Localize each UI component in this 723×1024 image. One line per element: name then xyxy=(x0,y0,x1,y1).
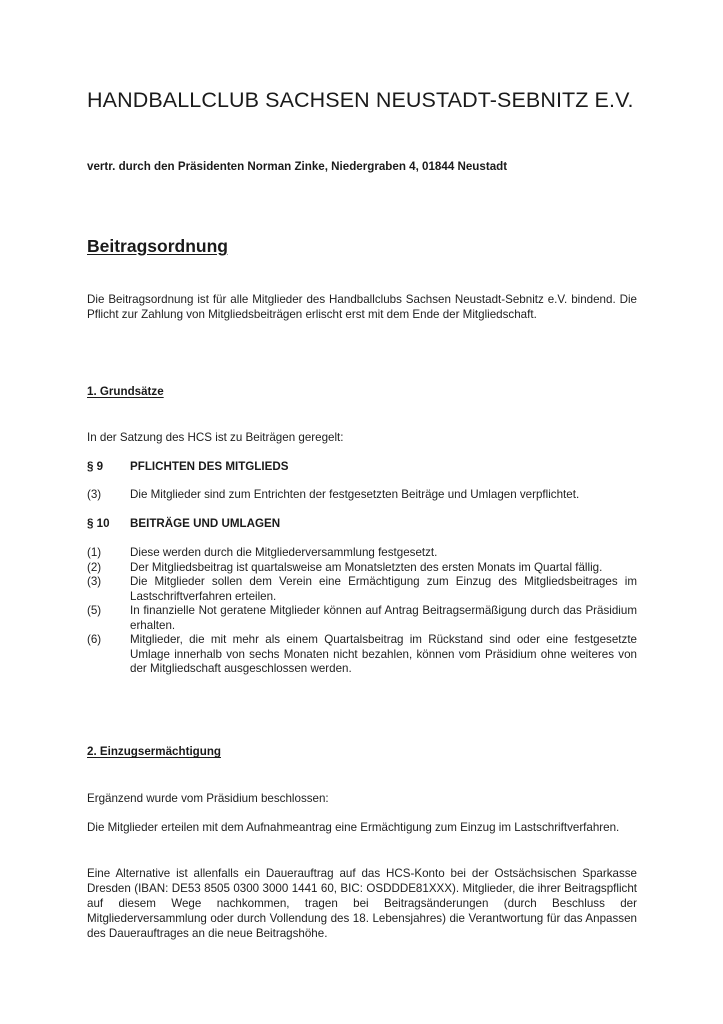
item-text: Diese werden durch die Mitgliederversammlung festgesetzt. xyxy=(130,546,438,559)
paragraph-10-title: BEITRÄGE UND UMLAGEN xyxy=(130,517,281,530)
item-number: (5) xyxy=(87,604,102,617)
paragraph-10-item xyxy=(87,561,637,576)
paragraph-9-item xyxy=(87,488,637,503)
paragraph-10-item xyxy=(87,633,637,677)
item-text: Der Mitgliedsbeitrag ist quartalsweise am Monatsletzten des ersten Monats im Quartal fällig. xyxy=(130,560,603,574)
intro-paragraph: Die Beitragsordnung ist für alle Mitglieder des Handballclubs Sachsen Neustadt-Sebnitz e.V. bindend. Die Pflicht zur Zahlung von Mitgliedsbeiträgen erlischt erst mit dem Ende der Mitgliedschaft. xyxy=(87,293,637,321)
organization-name: HANDBALLCLUB SACHSEN NEUSTADT-SEBNITZ E.V. xyxy=(87,88,634,112)
section-2-paragraph-2: Eine Alternative ist allenfalls ein Dauerauftrag auf das HCS-Konto bei der Ostsächsischen Sparkasse Dresden (IBAN: DE53 8505 0300 3000 1441 60, BIC: OSDDDE81XXX). Mitglieder, die ihrer Beitragspflicht auf diesem Wege nachkommen, tragen bei Beitragsänderungen (durch Beschluss der Mitgliederversammlung oder durch Vollendung des 18. Lebensjahres) die Verantwortung für das Anpassen des Dauerauftrages an die neue Beitragshöhe. xyxy=(87,867,637,940)
paragraph-10-list xyxy=(87,546,637,677)
item-number: (3) xyxy=(87,488,102,501)
item-number: (1) xyxy=(87,546,102,559)
paragraph-10-item xyxy=(87,546,637,561)
item-text: Die Mitglieder sollen dem Verein eine Ermächtigung zum Einzug des Mitgliedsbeitrages im Lastschriftverfahren erteilen. xyxy=(130,575,637,603)
section-1-heading: 1. Grundsätze xyxy=(87,385,164,398)
section-1-lead: In der Satzung des HCS ist zu Beiträgen geregelt: xyxy=(87,431,344,444)
document-title: Beitragsordnung xyxy=(87,236,228,256)
item-text: Mitglieder, die mit mehr als einem Quartalsbeitrag im Rückstand sind oder eine festgesetzte Umlage innerhalb von sechs Monaten nicht bezahlen, können vom Präsidium ohne weiteres von der Mitgliedschaft ausgeschlossen werden. xyxy=(130,633,637,675)
item-text: Die Mitglieder sind zum Entrichten der festgesetzten Beiträge und Umlagen verpflichtet. xyxy=(130,488,580,501)
item-text: In finanzielle Not geratene Mitglieder können auf Antrag Beitragsermäßigung durch das Präsidium erhalten. xyxy=(130,604,637,632)
item-number: (3) xyxy=(87,575,102,588)
item-number: (2) xyxy=(87,560,102,574)
paragraph-9-heading xyxy=(87,460,288,473)
paragraph-10-item xyxy=(87,604,637,633)
item-number: (6) xyxy=(87,633,102,646)
paragraph-9-number: § 9 xyxy=(87,460,104,473)
representation-line: vertr. durch den Präsidenten Norman Zinke, Niedergraben 4, 01844 Neustadt xyxy=(87,160,508,173)
section-2-lead: Ergänzend wurde vom Präsidium beschlossen: xyxy=(87,792,329,805)
paragraph-10-item xyxy=(87,575,637,604)
section-2-paragraph-1: Die Mitglieder erteilen mit dem Aufnahmeantrag eine Ermächtigung zum Einzug im Lastschriftverfahren. xyxy=(87,821,620,834)
paragraph-10-number: § 10 xyxy=(87,517,110,530)
paragraph-10-heading xyxy=(87,517,280,530)
section-2-heading: 2. Einzugsermächtigung xyxy=(87,745,221,758)
paragraph-9-title: PFLICHTEN DES MITGLIEDS xyxy=(130,460,289,473)
